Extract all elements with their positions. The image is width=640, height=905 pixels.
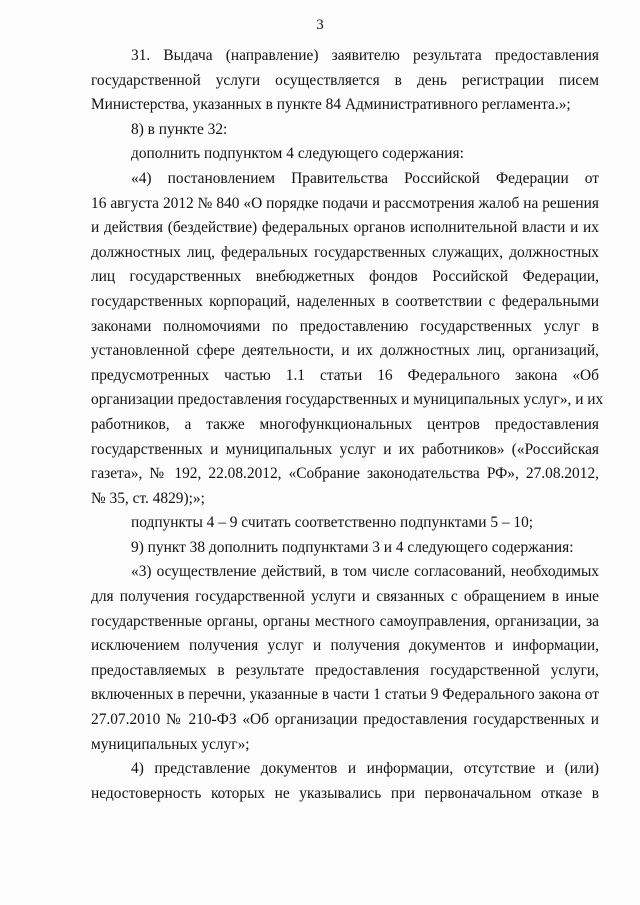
paragraph (91, 167, 604, 511)
text-line: должностных лиц, федеральных государственных служащих, должностных (91, 243, 599, 261)
document-body (91, 44, 604, 806)
text-line: 8) в пункте 32: (131, 120, 228, 138)
text-line: организации предоставления государственных и муниципальных услуг», и их (91, 391, 604, 409)
text-line: государственные органы, органы местного самоуправления, организации, за (91, 612, 599, 630)
text-line: дополнить подпунктом 4 следующего содержания: (131, 145, 464, 163)
text-line: Министерства, указанных в пункте 84 Административного регламента.»; (91, 96, 571, 114)
text-line: и действия (бездействие) федеральных органов исполнительной власти и их (91, 219, 599, 237)
text-line: муниципальных услуг»; (91, 735, 250, 753)
text-line: «4) постановлением Правительства Российской Федерации от (131, 169, 599, 187)
text-line: предоставляемых в результате предоставления государственной услуги, (91, 661, 599, 679)
paragraph (91, 44, 599, 118)
paragraph (91, 560, 599, 757)
page-number: 3 (316, 17, 324, 33)
paragraph (91, 757, 599, 806)
text-line: 4) представление документов и информации, отсутствие и (или) (131, 760, 599, 778)
text-line: 31. Выдача (направление) заявителю результата предоставления (131, 47, 599, 64)
paragraph (91, 511, 599, 536)
text-line: 27.07.2010 № 210-ФЗ «Об организации предоставления государственных и (91, 711, 599, 729)
paragraph (91, 142, 599, 167)
text-line: 9) пункт 38 дополнить подпунктами 3 и 4 следующего содержания: (131, 538, 574, 556)
text-line: «3) осуществление действий, в том числе согласований, необходимых (131, 563, 599, 581)
text-line: государственных и муниципальных услуг и их работников» («Российская (91, 440, 599, 458)
text-line: подпункты 4 – 9 считать соответственно подпунктами 5 – 10; (131, 514, 534, 532)
text-line: 16 августа 2012 № 840 «О порядке подачи и рассмотрения жалоб на решения (91, 194, 599, 212)
paragraph (91, 118, 599, 143)
text-line: предусмотренных частью 1.1 статьи 16 Федерального закона «Об (91, 366, 599, 384)
text-line: лиц государственных внебюджетных фондов Российской Федерации, (91, 268, 599, 286)
text-line: установленной сфере деятельности, и их должностных лиц, организаций, (91, 342, 599, 360)
text-line: государственных корпораций, наделенных в соответствии с федеральными (91, 292, 599, 310)
paragraph (91, 536, 599, 561)
text-line: № 35, ст. 4829);»; (91, 489, 205, 507)
text-line: для получения государственной услуги и связанных с обращением в иные (91, 588, 599, 606)
text-line: исключением получения услуг и получения документов и информации, (91, 637, 599, 655)
text-line: включенных в перечни, указанные в части 1 статьи 9 Федерального закона от (91, 686, 599, 704)
text-line: законами полномочиями по предоставлению государственных услуг в (91, 317, 599, 335)
text-line: недостоверность которых не указывались при первоначальном отказе в (91, 784, 599, 802)
text-line: работников, а также многофункциональных центров предоставления (91, 415, 599, 433)
text-line: газета», № 192, 22.08.2012, «Собрание законодательства РФ», 27.08.2012, (91, 465, 599, 483)
text-line: государственной услуги осуществляется в день регистрации писем (91, 71, 599, 89)
